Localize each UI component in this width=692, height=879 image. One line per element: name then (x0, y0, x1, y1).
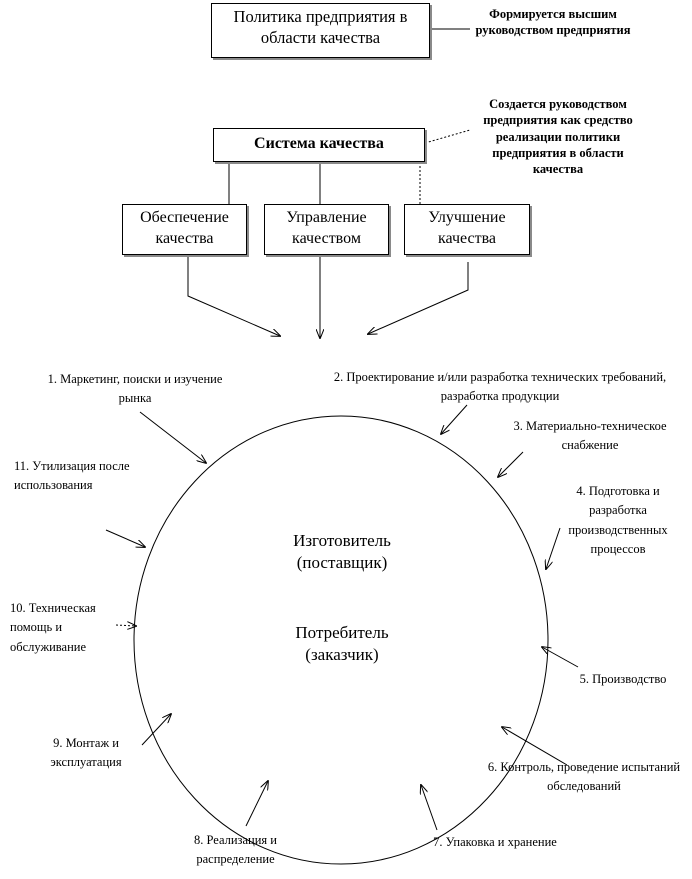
stage-7-arrow (421, 785, 437, 830)
subsystem-management-box (264, 204, 389, 255)
stage-9-arrow (142, 714, 171, 745)
policy-title: Политика предприятия в области качества (233, 7, 408, 47)
stage-8-arrow (246, 781, 268, 826)
quality-system-title: Система качества (254, 135, 384, 152)
subsystem-1-arrow (188, 255, 280, 336)
quality-system-note: Создается руководством предприятия как средство реализации политики предприятия в области качества (483, 97, 633, 176)
subsystem-improvement-label: Улучшение качества (428, 209, 506, 247)
policy-box (211, 3, 430, 58)
quality-system-box (213, 128, 425, 162)
stage-10-label: 10. Техническая помощь и обслуживание (10, 601, 96, 654)
stage-3-arrow (498, 452, 523, 477)
stage-11-label: 11. Утилизация после использования (14, 459, 130, 493)
subsystem-management-label: Управление качеством (286, 209, 367, 247)
stage-4-label: 4. Подготовка и разработка производственных процессов (568, 484, 668, 557)
stage-7-label: 7. Упаковка и хранение (433, 835, 557, 849)
stage-1-arrow (140, 412, 206, 463)
consumer-label: Потребитель (заказчик) (295, 623, 389, 665)
stage-3-label: 3. Материально-техническое снабжение (513, 419, 667, 453)
producer-label: Изготовитель (поставщик) (293, 531, 391, 573)
stage-2-label: 2. Проектирование и/или разработка технических требований, разработка продукции (333, 370, 667, 404)
stage-11-arrow (106, 530, 145, 547)
stage-5-label: 5. Производство (579, 672, 667, 686)
stage-2-arrow (441, 405, 467, 434)
subsystem-improvement-box (404, 204, 530, 255)
subsystem-assurance-label: Обеспечение качества (140, 209, 229, 247)
stage-9-label: 9. Монтаж и эксплуатация (50, 736, 122, 770)
stage-6-label: 6. Контроль, проведение испытаний обследований (487, 760, 681, 794)
stage-8-label: 8. Реализация и распределение (193, 833, 277, 867)
policy-note: Формируется высшим руководством предприятия (475, 7, 631, 38)
stage-1-label: 1. Маркетинг, поиски и изучение рынка (47, 372, 223, 406)
subsystem-assurance-box (122, 204, 247, 255)
subsystem-3-arrow (368, 262, 468, 334)
system-note-connector (425, 130, 470, 143)
